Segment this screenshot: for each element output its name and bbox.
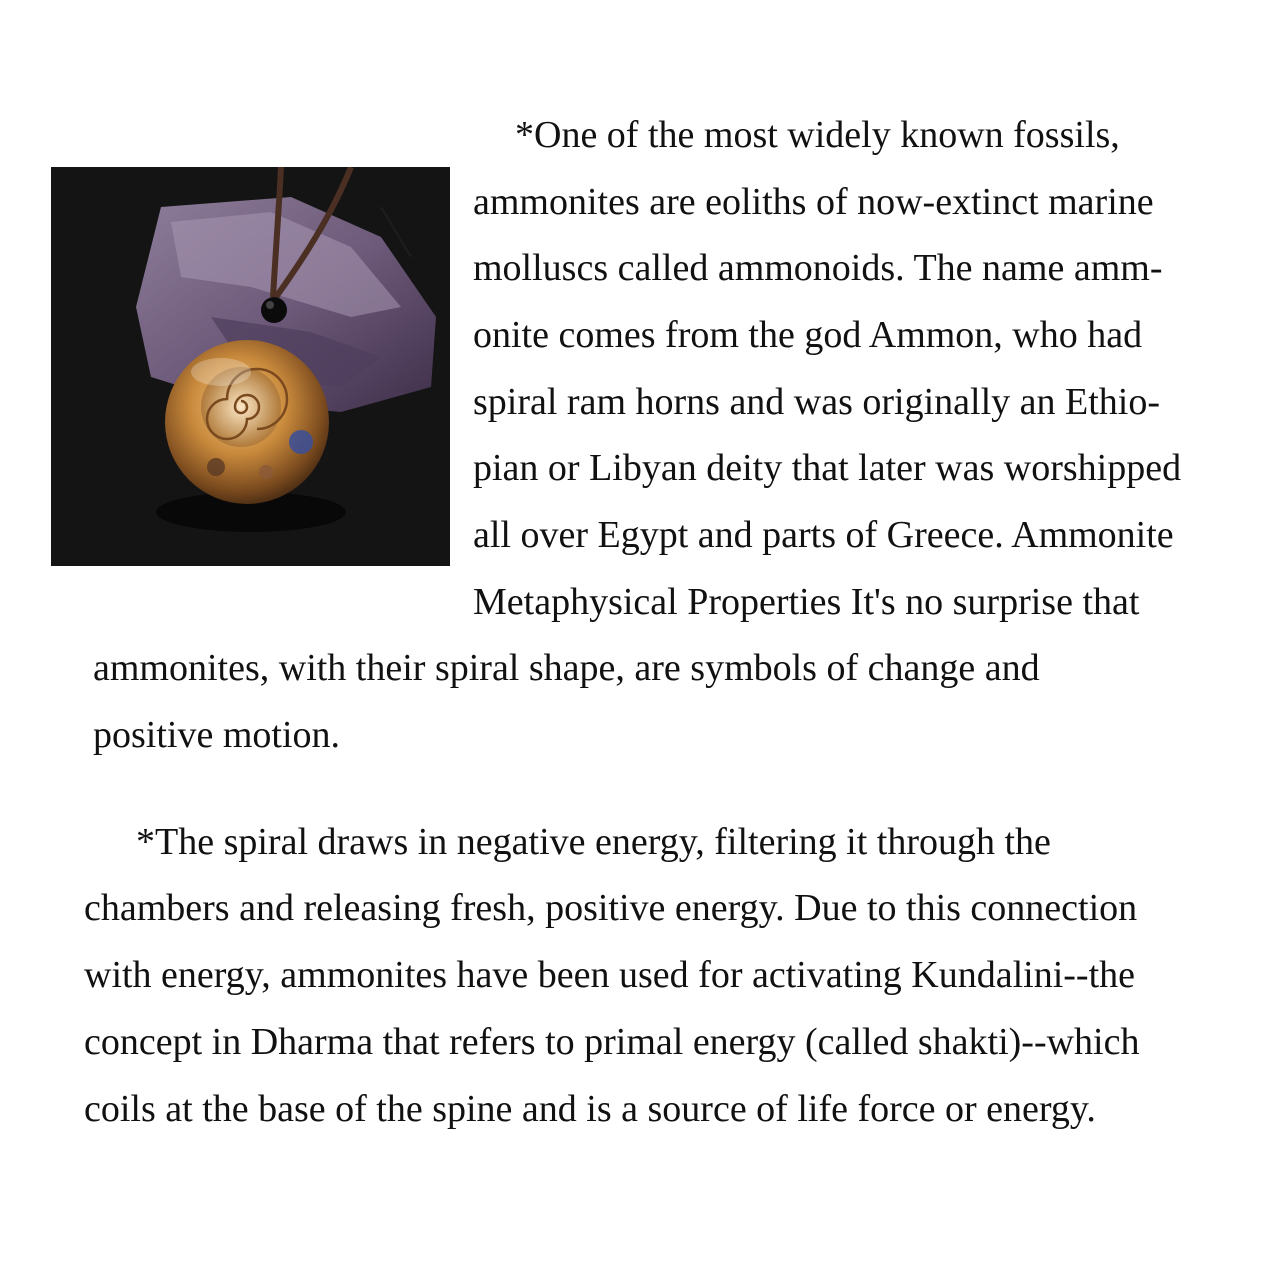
paragraph1-line-9: ammonites, with their spiral shape, are symbols of change and	[93, 647, 1040, 689]
paragraph2-line-4: concept in Dharma that refers to primal energy (called shakti)--which	[84, 1021, 1140, 1063]
paragraph1-line-2: ammonites are eoliths of now-extinct marine	[473, 181, 1154, 223]
paragraph1-line-1: *One of the most widely known fossils,	[515, 114, 1120, 156]
paragraph1-line-5: spiral ram horns and was originally an Ethio-	[473, 381, 1161, 423]
ammonite-pendant-photo	[51, 167, 450, 566]
paragraph2-line-5: coils at the base of the spine and is a source of life force or energy.	[84, 1088, 1096, 1130]
paragraph1-line-8: Metaphysical Properties It's no surprise that	[473, 581, 1140, 623]
paragraph2-line-2: chambers and releasing fresh, positive energy. Due to this connection	[84, 887, 1138, 929]
paragraph2-line-3: with energy, ammonites have been used for activating Kundalini--the	[84, 954, 1136, 996]
paragraph2-line-1: *The spiral draws in negative energy, filtering it through the	[136, 821, 1051, 863]
paragraph1-line-3: molluscs called ammonoids. The name amm-	[473, 247, 1163, 289]
paragraph1-line-7: all over Egypt and parts of Greece. Ammonite	[473, 514, 1174, 556]
paragraph1-line-10: positive motion.	[93, 714, 340, 756]
paragraph1-line-6: pian or Libyan deity that later was worshipped	[473, 447, 1182, 489]
paragraph1-line-4: onite comes from the god Ammon, who had	[473, 314, 1143, 356]
